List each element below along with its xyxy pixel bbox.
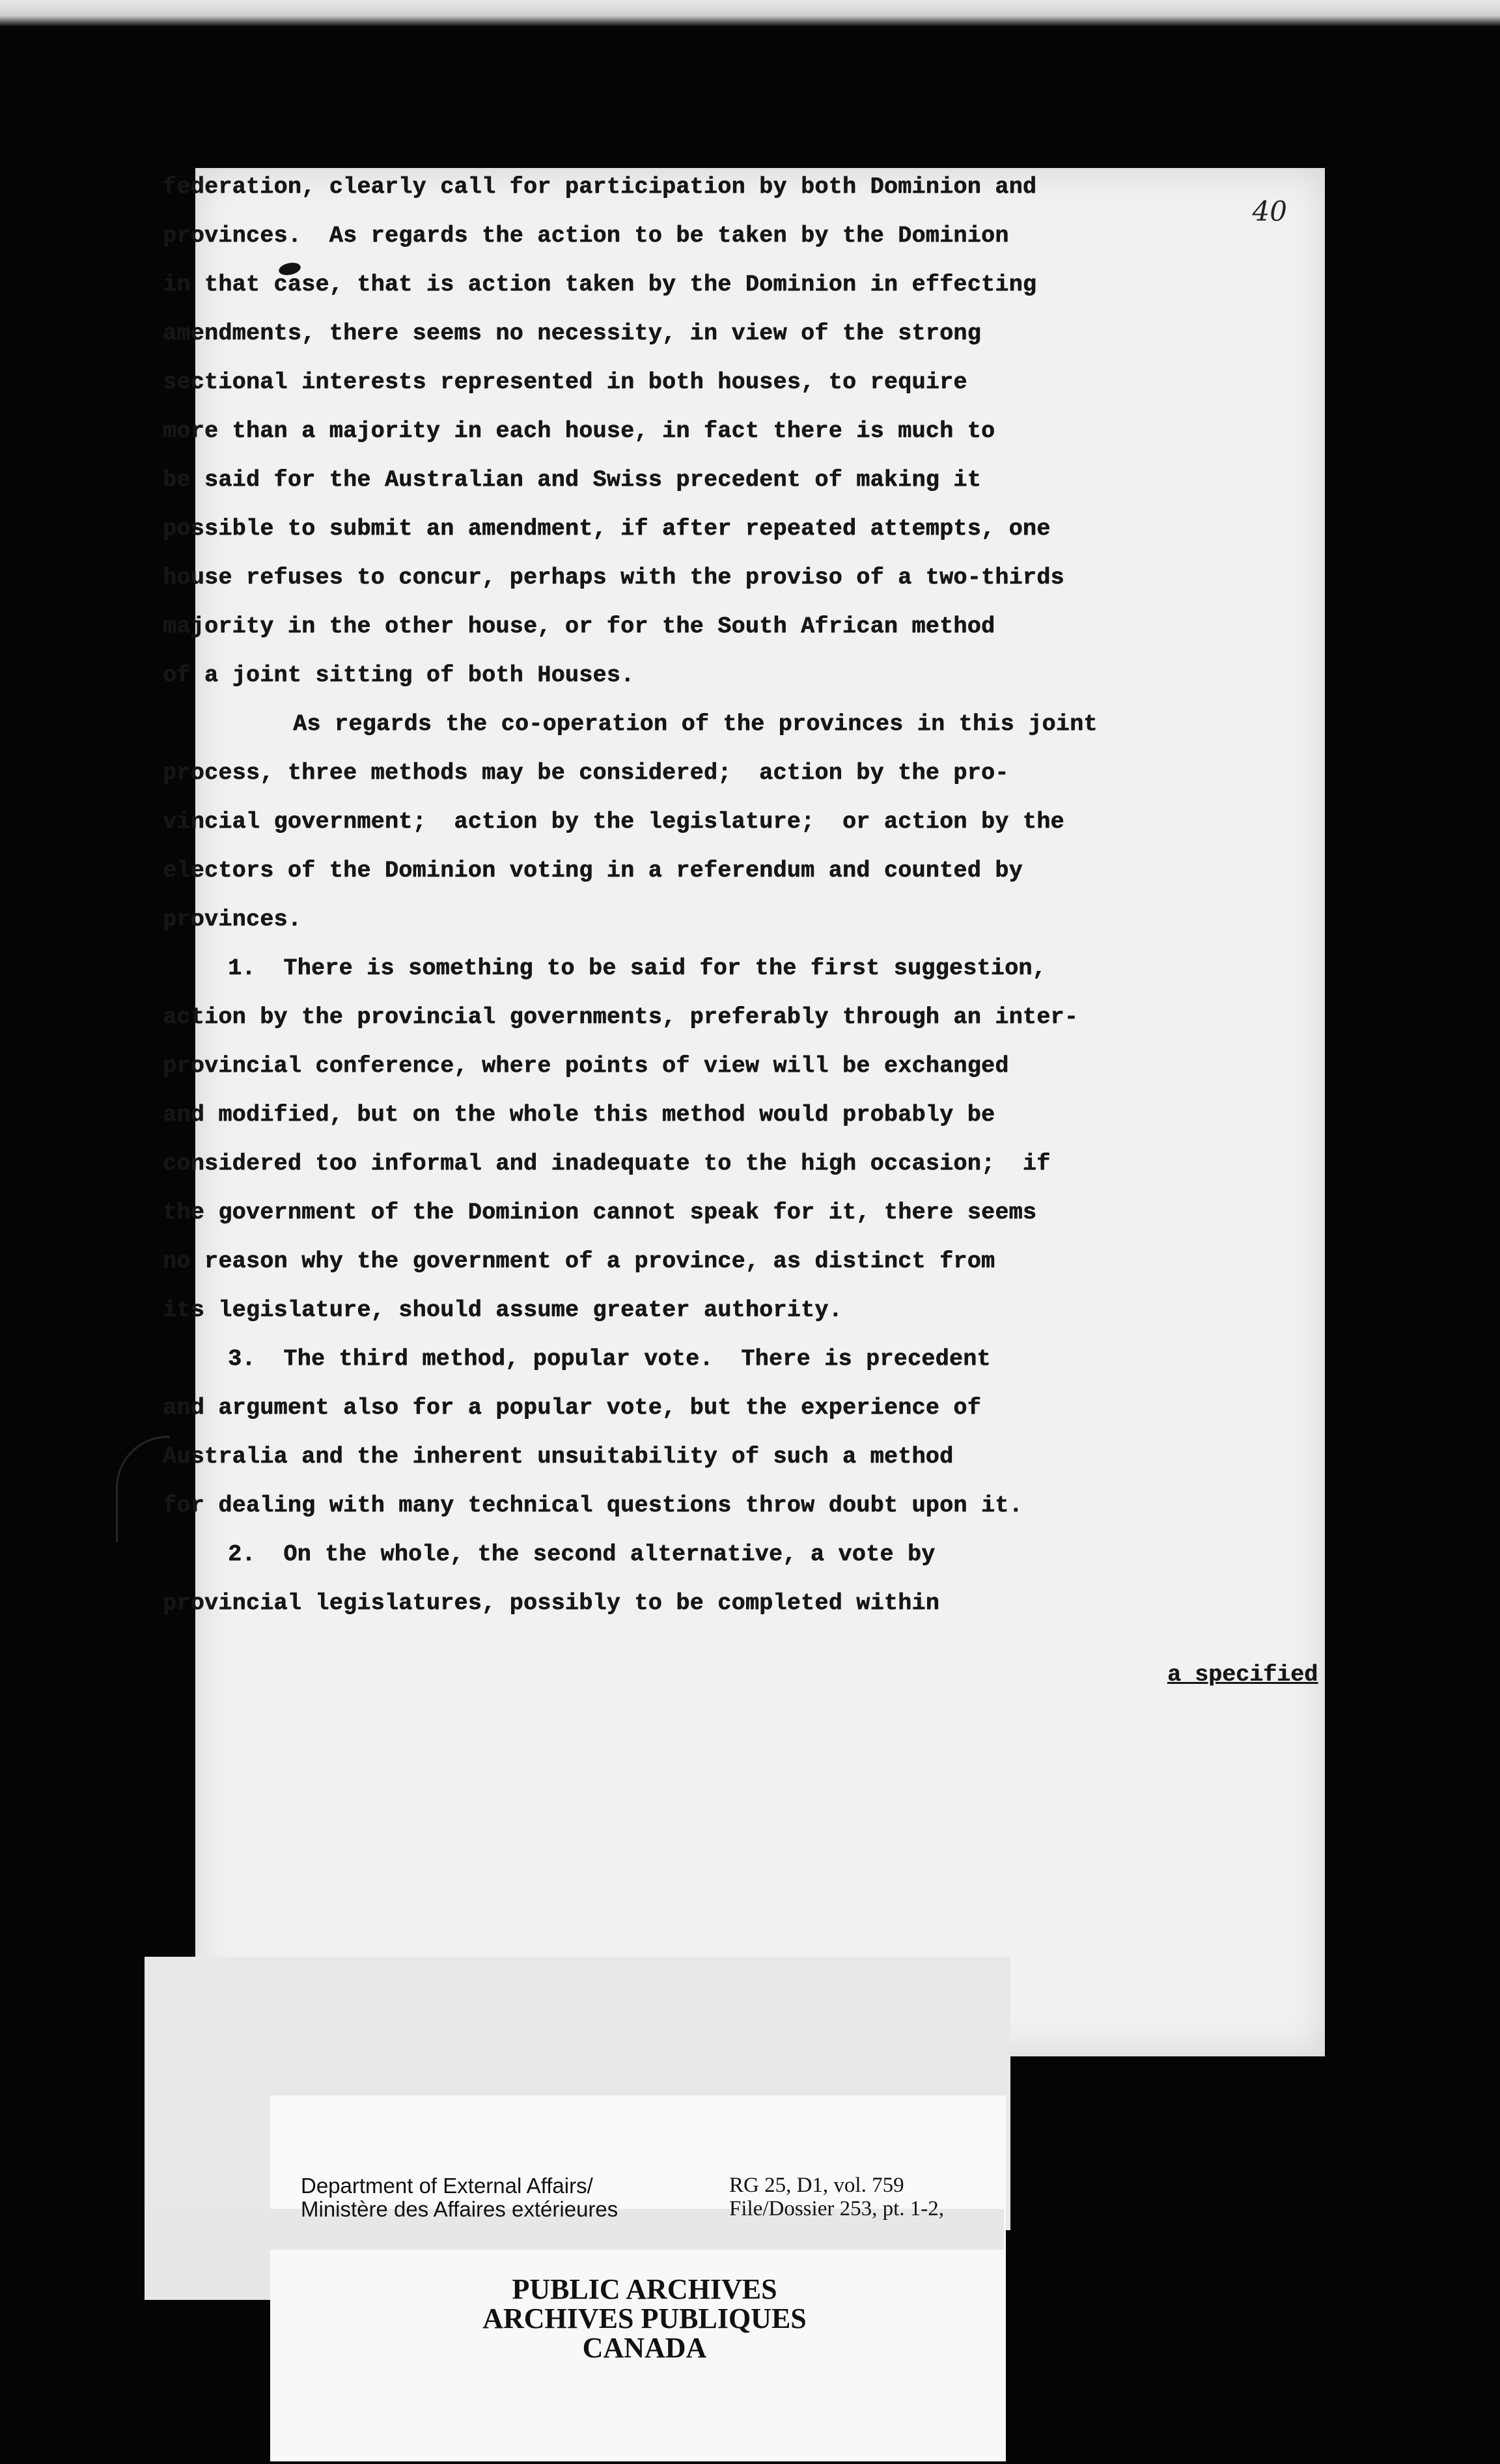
text-line: and modified, but on the whole this method would probably be: [163, 1102, 995, 1128]
text-line: provincial conference, where points of view will be exchanged: [163, 1053, 1009, 1079]
reference-file: File/Dossier 253, pt. 1-2,: [729, 2197, 944, 2220]
text-line: majority in the other house, or for the South African method: [163, 613, 995, 639]
film-edge: [0, 0, 1500, 26]
text-line: 3. The third method, popular vote. There is precedent: [228, 1346, 991, 1372]
text-line: provinces. As regards the action to be taken by the Dominion: [163, 223, 1009, 249]
text-line: possible to submit an amendment, if after repeated attempts, one: [163, 516, 1051, 542]
page-number: 40: [1252, 195, 1287, 227]
text-line: considered too informal and inadequate to the high occasion; if: [163, 1151, 1051, 1177]
archives-fr: ARCHIVES PUBLIQUES: [482, 2303, 807, 2334]
text-line: its legislature, should assume greater authority.: [163, 1297, 842, 1323]
text-line: and argument also for a popular vote, but the experience of: [163, 1395, 981, 1421]
text-line: 2. On the whole, the second alternative, a vote by: [228, 1541, 936, 1567]
text-line: amendments, there seems no necessity, in view of the strong: [163, 320, 981, 346]
catchword: a specified: [1167, 1662, 1318, 1688]
text-line: for dealing with many technical questions throw doubt upon it.: [163, 1492, 1023, 1519]
typed-body: [163, 163, 1100, 1628]
department-en: Department of External Affairs/: [301, 2174, 593, 2198]
text-line: provincial legislatures, possibly to be completed within: [163, 1590, 939, 1616]
text-line: no reason why the government of a province, as distinct from: [163, 1248, 995, 1274]
text-line: sectional interests represented in both houses, to require: [163, 369, 967, 395]
text-line: 1. There is something to be said for the first suggestion,: [228, 955, 1046, 981]
text-line: process, three methods may be considered; action by the pro-: [163, 760, 1009, 786]
text-line: in that case, that is action taken by the Dominion in effecting: [163, 272, 1037, 298]
text-line: more than a majority in each house, in fact there is much to: [163, 418, 995, 444]
department-fr: Ministère des Affaires extérieures: [301, 2197, 618, 2221]
text-line: provinces.: [163, 906, 302, 932]
text-line: As regards the co-operation of the provinces in this joint: [293, 711, 1098, 737]
archives-en: PUBLIC ARCHIVES: [512, 2273, 777, 2305]
text-line: action by the provincial governments, preferably through an inter-: [163, 1004, 1079, 1030]
text-line: be said for the Australian and Swiss precedent of making it: [163, 467, 981, 493]
text-line: Australia and the inherent unsuitability of such a method: [163, 1444, 954, 1470]
text-line: the government of the Dominion cannot speak for it, there seems: [163, 1199, 1037, 1225]
reference-volume: RG 25, D1, vol. 759: [729, 2174, 904, 2197]
text-line: house refuses to concur, perhaps with the proviso of a two-thirds: [163, 565, 1064, 591]
text-line: vincial government; action by the legislature; or action by the: [163, 809, 1064, 835]
archives-country: CANADA: [582, 2332, 707, 2364]
text-line: of a joint sitting of both Houses.: [163, 662, 635, 688]
text-line: federation, clearly call for participation by both Dominion and: [163, 174, 1037, 200]
text-line: electors of the Dominion voting in a referendum and counted by: [163, 858, 1023, 884]
